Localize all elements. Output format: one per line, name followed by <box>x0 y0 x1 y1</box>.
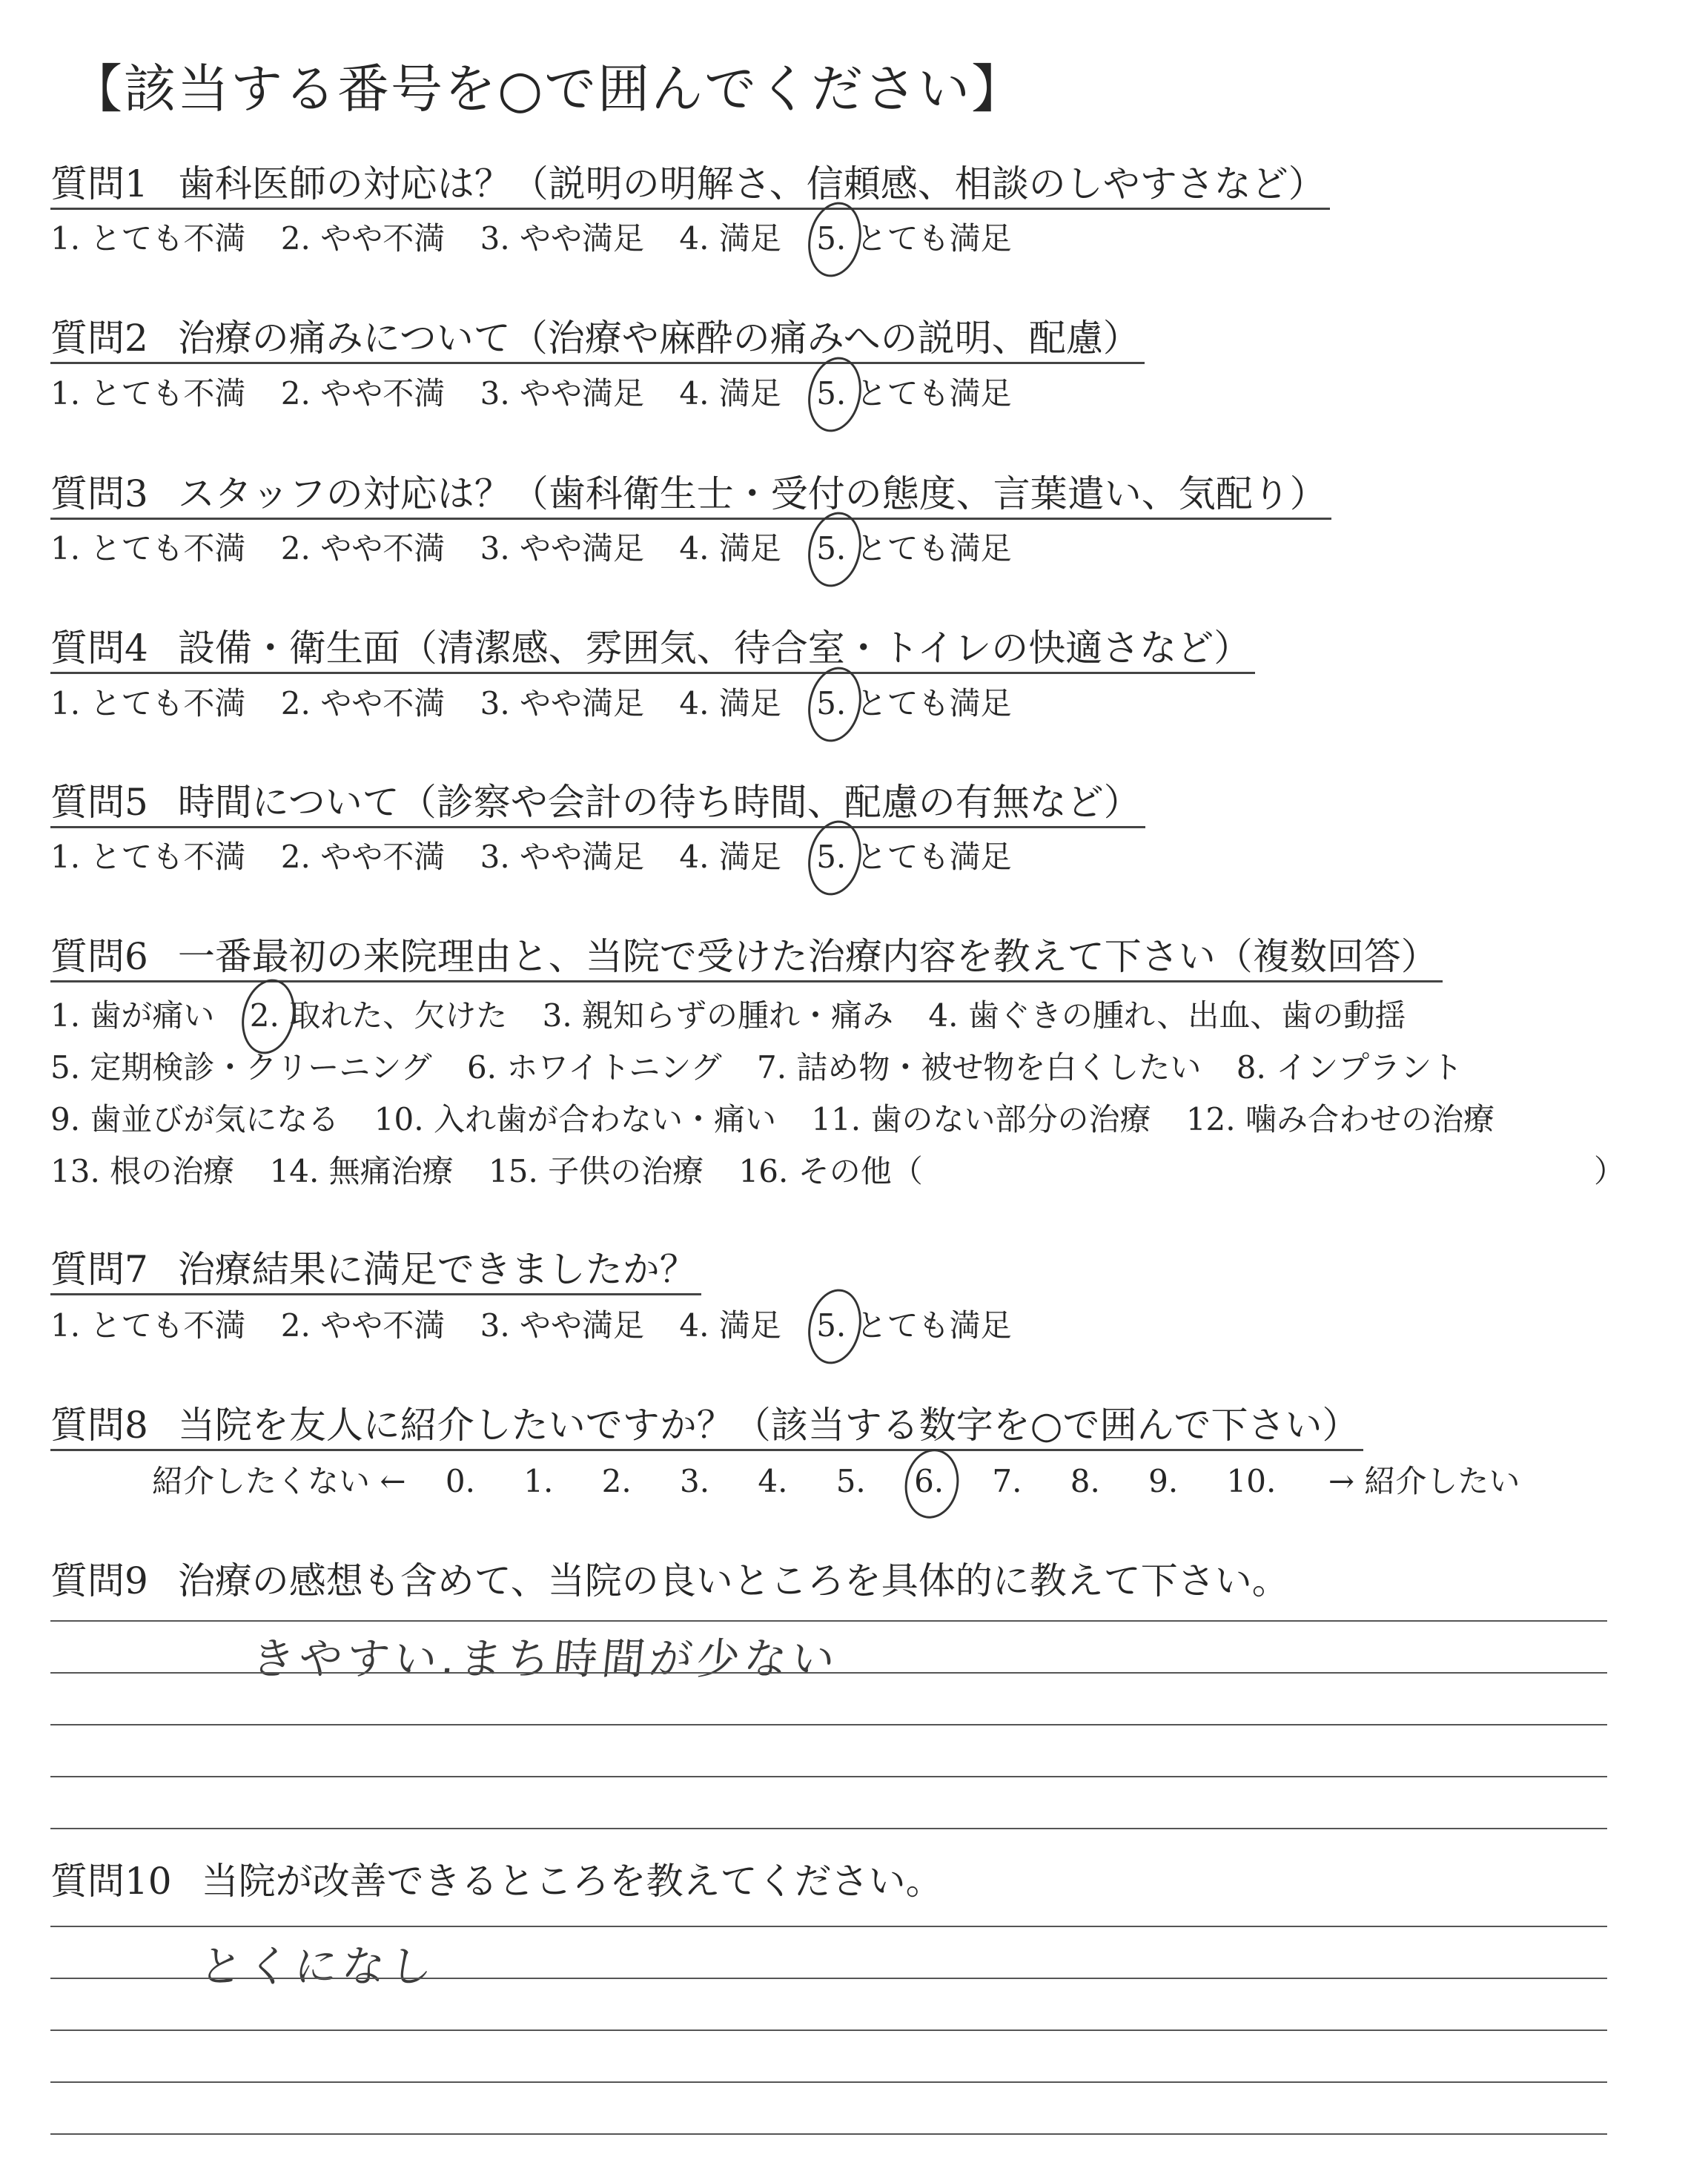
question-2-text: 治療の痛みについて（治療や麻酔の痛みへの説明、配慮） <box>177 317 1140 360</box>
question-8-label: 質問8 <box>50 1404 148 1447</box>
q6-option-16[interactable]: 16. その他（ <box>738 1153 923 1189</box>
q5-option-4[interactable]: 4. 満足 <box>679 839 781 875</box>
q8-scale-4[interactable]: 4. <box>758 1463 788 1499</box>
q9-answer-line-5[interactable] <box>50 1828 1607 1829</box>
q10-answer-line-2[interactable] <box>50 1978 1607 1979</box>
question-3-label: 質問3 <box>50 472 148 515</box>
question-8-text: 当院を友人に紹介したいですか？（該当する数字を○で囲んで下さい） <box>177 1404 1360 1447</box>
question-4-label: 質問4 <box>50 627 148 670</box>
q6-other-close-paren: ） <box>1594 1153 1626 1189</box>
question-4-options <box>50 683 1037 724</box>
q5-option-1[interactable]: 1. とても不満 <box>50 839 246 875</box>
q5-option-3[interactable]: 3. やや満足 <box>480 839 645 875</box>
q6-option-14[interactable]: 14. 無痛治療 <box>269 1153 454 1189</box>
q1-option-4[interactable]: 4. 満足 <box>679 220 781 257</box>
q4-option-4[interactable]: 4. 満足 <box>679 685 781 721</box>
q2-option-2[interactable]: 2. やや不満 <box>280 375 446 412</box>
q8-scale-2[interactable]: 2. <box>601 1463 632 1499</box>
q4-option-2[interactable]: 2. やや不満 <box>280 685 446 721</box>
question-6-row-1 <box>50 995 1431 1037</box>
q6-option-6[interactable]: 6. ホワイトニング <box>466 1049 722 1086</box>
q8-scale-3[interactable]: 3. <box>679 1463 710 1499</box>
question-2-label: 質問2 <box>50 317 148 360</box>
q8-scale-7[interactable]: 7. <box>992 1463 1022 1499</box>
q6-option-10[interactable]: 10. 入れ歯が合わない・痛い <box>374 1101 776 1137</box>
question-3-heading <box>50 470 1331 520</box>
q8-scale-5[interactable]: 5. <box>835 1463 866 1499</box>
q9-answer-line-1[interactable] <box>50 1620 1607 1622</box>
q7-option-3[interactable]: 3. やや満足 <box>480 1307 645 1344</box>
q8-scale-1[interactable]: 1. <box>523 1463 554 1499</box>
question-4-heading <box>50 624 1255 674</box>
q10-handwritten-answer: とくになし <box>196 1941 440 1992</box>
q6-option-12[interactable]: 12. 噛み合わせの治療 <box>1185 1101 1494 1137</box>
q7-option-1[interactable]: 1. とても不満 <box>50 1307 246 1344</box>
q3-option-2[interactable]: 2. やや不満 <box>280 530 446 567</box>
question-1-heading <box>50 160 1330 210</box>
q6-option-7[interactable]: 7. 詰め物・被せ物を白くしたい <box>756 1049 1202 1086</box>
q5-option-5[interactable]: 5. とても満足 <box>816 836 1011 878</box>
question-1-label: 質問1 <box>50 162 148 205</box>
q8-scale-0[interactable]: 0. <box>445 1463 475 1499</box>
question-10-text: 当院が改善できるところを教えてください。 <box>201 1860 943 1903</box>
question-1-options <box>50 218 1037 260</box>
q8-scale-6[interactable]: 6. <box>914 1461 982 1502</box>
question-7-heading <box>50 1246 701 1295</box>
q6-option-2[interactable]: 2. 取れた、欠けた <box>250 995 507 1037</box>
q8-right-label: → 紹介したい <box>1328 1463 1520 1499</box>
q8-scale-8[interactable]: 8. <box>1070 1463 1100 1499</box>
q7-option-2[interactable]: 2. やや不満 <box>280 1307 446 1344</box>
question-7-label: 質問7 <box>50 1248 148 1291</box>
q3-option-4[interactable]: 4. 満足 <box>679 530 781 567</box>
q9-answer-line-4[interactable] <box>50 1776 1607 1777</box>
q10-answer-line-3[interactable] <box>50 2029 1607 2031</box>
q2-option-1[interactable]: 1. とても不満 <box>50 375 246 412</box>
q1-option-5[interactable]: 5. とても満足 <box>816 218 1011 260</box>
q9-answer-line-3[interactable] <box>50 1724 1607 1725</box>
q6-option-3[interactable]: 3. 親知らずの腫れ・痛み <box>542 997 894 1034</box>
question-3-text: スタッフの対応は？（歯科衛生士・受付の態度、言葉遣い、気配り） <box>177 472 1327 515</box>
q3-option-5[interactable]: 5. とても満足 <box>816 528 1011 569</box>
q9-answer-line-2[interactable] <box>50 1672 1607 1674</box>
question-8-scale <box>152 1461 1520 1502</box>
question-9-label: 質問9 <box>50 1559 148 1602</box>
q6-option-11[interactable]: 11. 歯のない部分の治療 <box>811 1101 1151 1137</box>
q5-option-2[interactable]: 2. やや不満 <box>280 839 446 875</box>
q1-option-2[interactable]: 2. やや不満 <box>280 220 446 257</box>
q8-scale-10[interactable]: 10. <box>1226 1463 1277 1499</box>
q3-option-1[interactable]: 1. とても不満 <box>50 530 246 567</box>
q6-option-1[interactable]: 1. 歯が痛い <box>50 997 215 1034</box>
q6-option-4[interactable]: 4. 歯ぐきの腫れ、出血、歯の動揺 <box>928 997 1406 1034</box>
q6-option-8[interactable]: 8. インプラント <box>1236 1049 1463 1086</box>
q7-option-4[interactable]: 4. 満足 <box>679 1307 781 1344</box>
question-7-options <box>50 1305 1037 1347</box>
q6-option-13[interactable]: 13. 根の治療 <box>50 1153 235 1189</box>
question-3-options <box>50 528 1037 569</box>
q2-option-4[interactable]: 4. 満足 <box>679 375 781 412</box>
q8-scale-9[interactable]: 9. <box>1148 1463 1179 1499</box>
question-9-heading <box>50 1557 1294 1605</box>
question-4-text: 設備・衛生面（清潔感、雰囲気、待合室・トイレの快適さなど） <box>177 627 1251 670</box>
q1-option-1[interactable]: 1. とても不満 <box>50 220 246 257</box>
q4-option-5[interactable]: 5. とても満足 <box>816 683 1011 724</box>
question-6-label: 質問6 <box>50 935 148 978</box>
question-5-label: 質問5 <box>50 781 148 824</box>
question-1-text: 歯科医師の対応は？（説明の明解さ、信頼感、相談のしやすさなど） <box>177 162 1325 205</box>
question-6-row-2 <box>50 1047 1488 1089</box>
q6-option-9[interactable]: 9. 歯並びが気になる <box>50 1101 340 1137</box>
question-5-options <box>50 836 1037 878</box>
question-5-heading <box>50 779 1145 828</box>
q2-option-5[interactable]: 5. とても満足 <box>816 373 1011 415</box>
q1-option-3[interactable]: 3. やや満足 <box>480 220 645 257</box>
question-10-heading <box>50 1857 947 1905</box>
q6-option-15[interactable]: 15. 子供の治療 <box>489 1153 704 1189</box>
q2-option-3[interactable]: 3. やや満足 <box>480 375 645 412</box>
question-6-heading <box>50 933 1443 982</box>
q8-left-label: 紹介したくない ← <box>152 1463 406 1499</box>
q10-answer-line-4[interactable] <box>50 2081 1607 2083</box>
q4-option-1[interactable]: 1. とても不満 <box>50 685 246 721</box>
q10-answer-line-1[interactable] <box>50 1926 1607 1927</box>
q6-option-5[interactable]: 5. 定期検診・クリーニング <box>50 1049 432 1086</box>
question-7-text: 治療結果に満足できましたか？ <box>177 1248 697 1291</box>
question-8-heading <box>50 1401 1363 1451</box>
question-6-row-3 <box>50 1099 1520 1140</box>
q7-option-5[interactable]: 5. とても満足 <box>816 1305 1011 1347</box>
question-5-text: 時間について（診察や会計の待ち時間、配慮の有無など） <box>177 781 1141 824</box>
question-6-text: 一番最初の来院理由と、当院で受けた治療内容を教えて下さい（複数回答） <box>177 935 1438 978</box>
q4-option-3[interactable]: 3. やや満足 <box>480 685 645 721</box>
page-title: 【該当する番号を○で囲んでください】 <box>70 59 1025 119</box>
question-6-row-4 <box>50 1151 948 1192</box>
question-2-options <box>50 373 1037 415</box>
question-9-text: 治療の感想も含めて、当院の良いところを具体的に教えて下さい。 <box>177 1559 1289 1602</box>
q10-answer-line-5[interactable] <box>50 2133 1607 2135</box>
q3-option-3[interactable]: 3. やや満足 <box>480 530 645 567</box>
q9-handwritten-answer: きやすい.まち時間が少ない <box>248 1634 842 1684</box>
question-2-heading <box>50 314 1145 364</box>
question-10-label: 質問10 <box>50 1860 172 1903</box>
